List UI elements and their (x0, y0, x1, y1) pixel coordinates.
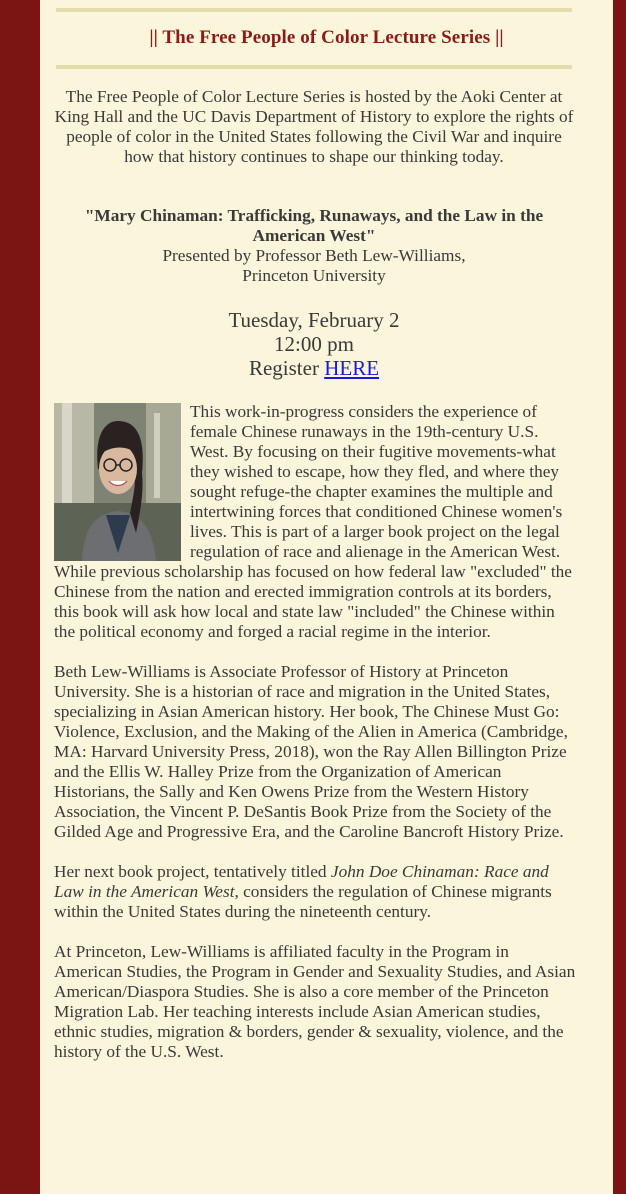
next-book-description: , considers the regulation of Chinese migrants within the United States during the nineteenth century. (54, 882, 552, 921)
newsletter-panel (40, 0, 613, 1194)
series-intro: The Free People of Color Lecture Series is hosted by the Aoki Center at King Hall and the UC Davis Department of History to explore the rights of people of color in the United States following the Civil War and inquire how that history continues to shape our thinking today. (54, 87, 574, 166)
next-book-paragraph (54, 862, 576, 922)
presenter-info (120, 246, 508, 286)
presenter-affiliation: Princeton University (242, 266, 386, 285)
speaker-photo (54, 403, 181, 561)
register-link[interactable]: HERE (324, 356, 380, 380)
article-body (54, 402, 576, 1082)
abstract-paragraph: This work-in-progress considers the experience of female Chinese runaways in the 19th-century U.S. West. By focusing on their fugitive movements-what they wished to escape, how they fled, and where they sought refuge-the chapter examines the multiple and intertwining forces that conditioned Chinese women's lives. This is part of a larger book project on the legal regulation of race and alienage in the American West. While previous scholarship has focused on how federal law "excluded" the Chinese from the nation and erected immigration controls at its borders, this book will ask how local and state law "included" the Chinese within the political economy and forged a racial regime in the interior. (54, 402, 572, 641)
next-book-intro: Her next book project, tentatively titled (54, 862, 331, 881)
series-title: || The Free People of Color Lecture Series || (149, 27, 504, 48)
register-line (54, 356, 574, 380)
next-book-title: John Doe Chinaman: Race and Law in the American West (54, 862, 549, 901)
top-divider (56, 8, 572, 12)
bio-paragraph: Beth Lew-Williams is Associate Professor of History at Princeton University. She is a historian of race and migration in the United States, specializing in Asian American history. Her book, The Chinese Must Go: Violence, Exclusion, and the Making of the Alien in America (Cambridge, MA: Harvard University Press, 2018), won the Ray Allen Billington Prize and the Ellis W. Halley Prize from the Organization of American Historians, the Sally and Ken Owens Prize from the Western History Association, the Vincent P. DeSantis Book Prize from the Society of the Gilded Age and Progressive Era, and the Caroline Bancroft History Prize. (54, 662, 568, 841)
event-details (54, 308, 574, 380)
portrait-photo-icon (54, 403, 181, 561)
register-label: Register (248, 356, 319, 380)
event-date: Tuesday, February 2 (228, 308, 400, 332)
talk-title: "Mary Chinaman: Trafficking, Runaways, and the Law in the American West" (84, 206, 544, 245)
title-divider (56, 65, 572, 69)
event-time: 12:00 pm (274, 332, 354, 356)
princeton-paragraph: At Princeton, Lew-Williams is affiliated faculty in the Program in American Studies, the Program in Gender and Sexuality Studies, and Asian American/Diaspora Studies. She is also a core member of the Princeton Migration Lab. Her teaching interests include Asian American studies, ethnic studies, migration & borders, gender & sexuality, violence, and the history of the U.S. West. (54, 942, 576, 1061)
presenter-name: Presented by Professor Beth Lew-Williams, (162, 246, 466, 265)
